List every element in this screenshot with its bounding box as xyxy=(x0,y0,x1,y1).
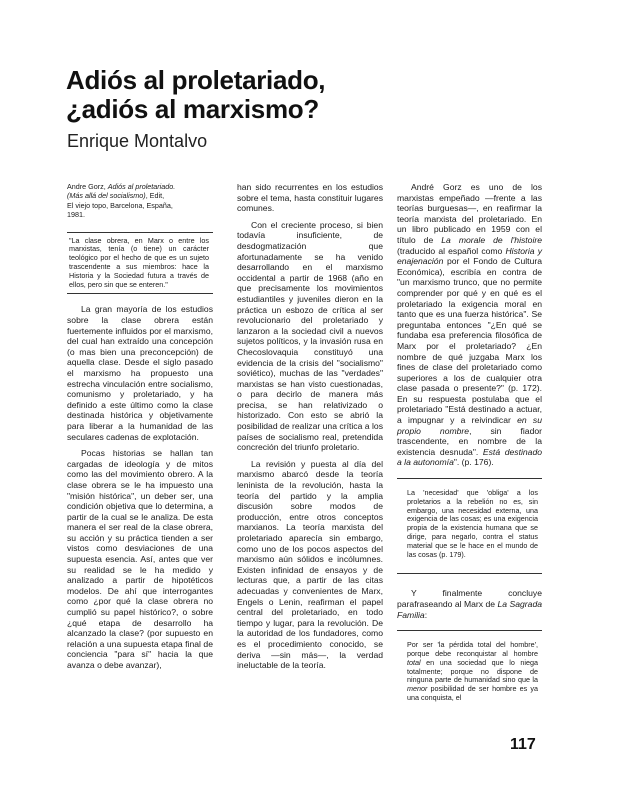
reference-book-subtitle: (Más allá del socialismo) xyxy=(67,191,146,201)
page-number: 117 xyxy=(510,736,536,753)
paragraph: Pocas historias se hallan tan cargadas de ideología y de mitos como las del movimiento obrero. A la clase obrera se le ha impuesto una "misión histórica", un deber ser, una condición objetiva que lo determina, a partir de la cual se le analiza. De esta manera el ser real de la clase obrera, su acción y su práctica tienden a ser vistos como desviaciones de una supuesta esencia. Así, antes que ver su realidad se le ha medido y analizado a partir de hipotéticos modelos. De ahí que interrogantes como ¿por qué la clase obrera no cumplió su papel histórico?, o sobre ¿qué etapa de desarrollo ha alcanzado la clase? (por supuesto en relación a una supuesta etapa final de conciencia "para sí" hacia la que avanza o debe avanzar), xyxy=(67,448,213,670)
book-reference xyxy=(67,182,213,220)
block-quote: La 'necesidad' que 'obliga' a los proletarios a la rebelión no es, sin embargo, una necesidad externa, una exigencia de las cosas; es una exigencia propia de la existencia humana que se dirige, para negarlo, contra el status material que se le hace en el mundo de las cosas (p. 179). xyxy=(407,488,538,559)
reference-publisher: , Edit, xyxy=(145,191,165,201)
column-1 xyxy=(67,182,213,671)
title-line-2: ¿adiós al marxismo? xyxy=(66,94,319,124)
reference-author: Andre Gorz, xyxy=(67,182,108,191)
reference-place: El viejo topo, Barcelona, España, xyxy=(67,200,173,210)
article-title xyxy=(66,66,546,124)
author-name: Enrique Montalvo xyxy=(67,131,208,151)
block-quote: Por ser 'la pérdida total del hombre', porque debe reconquistar al hombre total en una sociedad que lo niega totalmente; porque no dispone de ninguna parte de humanidad sino que la menor posibilidad de ser hombre es ya una conquista, el xyxy=(407,640,538,702)
quote-divider xyxy=(397,478,542,479)
paragraph: han sido recurrentes en los estudios sobre el tema, hasta constituir lugares comunes. xyxy=(237,182,383,214)
reference-year: 1981. xyxy=(67,210,85,220)
reference-book-title: Adiós al proletariado. xyxy=(107,182,176,191)
paragraph: André Gorz es uno de los marxistas empeñado —frente a las teorías burguesas—, en reafirmar la teoría marxista del proletariado. En un libro publicado en 1959 con el título de La morale de l'histoire (traducido al español como Historia y enajenación por el Fondo de Cultura Económica), escribía en contra de "un marxismo trunco, que no permite comprender por qué y en qué es el proletariado la exigencia moral en tanto que es una fuerza histórica". Se preguntaba entonces "¿En qué se fundaba esa preferencia filosófica de Marx por el proletariado? ¿En nombre de qué juzgaba Marx los fines de clase del proletariado como superiores a los de cualquier otra clase pasada o presente?" (p. 172). En su respuesta postulaba que el proletariado "Está destinado a actuar, a impugnar y a reivindicar en su propio nombre, sin fiador trascendente, en nombre de la existencia desnuda". Está destinado a la autonomía". (p. 176). xyxy=(397,182,543,468)
title-line-1: Adiós al proletariado, xyxy=(66,65,326,95)
paragraph: Con el creciente proceso, si bien todavía insuficiente, de desdogmatización que afortunadamente se ha venido desarrollando en el marxismo occidental a partir de 1968 (año en que precisamente los movimientos estudiantiles y juveniles dieron en la práctica un esbozo de crítica al ser revolucionario del proletariado y lanzaron a la sociedad civil a nuevos sujetos políticos, y la invasión rusa en Checoslovaquia constituyó una evidencia de la crisis del "socialismo" soviético), muchas de las "verdades" marxistas se han visto cuestionadas, o para decirlo de manera más precisa, se han relativizado o historizado. Con esto se abrió la posibilidad de realizar una crítica a los países de socialismo real, pretendida concreción del triunfo proletario. xyxy=(237,219,383,453)
quote-divider xyxy=(397,573,542,574)
paragraph: Y finalmente concluye parafraseando al Marx de La Sagrada Familia: xyxy=(397,588,542,620)
epigraph-quote: "La clase obrera, en Marx o entre los marxistas, tenía (o tiene) un carácter teológico por el hecho de que es un sujeto trascendente a sus miembros: hace la Historia y la Sociedad futura a través de ellos, pero sin que se enteren." xyxy=(67,232,213,295)
paragraph: La gran mayoría de los estudios sobre la clase obrera están fuertemente influidos por el marxismo, del cual han extraído una concepción (o mas bien una preconcepción) de aquella clase. Desde el siglo pasado el marxismo ha propuesto una estrecha vinculación entre socialismo, comunismo y proletariado, y ha definido a este último como la clase destinada histórica y objetivamente para liberar a la humanidad de las seculares cadenas de explotación. xyxy=(67,304,213,442)
paragraph: La revisión y puesta al día del marxismo abarcó desde la teoría leninista de la revolución, hasta la teoría del partido y la amplia discusión sobre modos de producción, entre otros conceptos marxianos. La teoría marxista del proletariado aparecía sin embargo, como uno de los pocos aspectos del marxismo aún sólidos e incólumnes. Existen infinidad de ensayos y de lecturas que, a partir de las citas adecuadas y convenientes de Marx, Engels o Lenin, reafirman el papel central del proletariado, en todo tiempo y lugar, para la revolución. De la autoridad de los fundadores, como es el procedimiento conocido, se deriva —sin más—, la verdad ineluctable de la teoría. xyxy=(237,458,383,671)
quote-divider xyxy=(397,630,542,631)
column-2 xyxy=(237,182,383,671)
column-3 xyxy=(397,182,542,707)
